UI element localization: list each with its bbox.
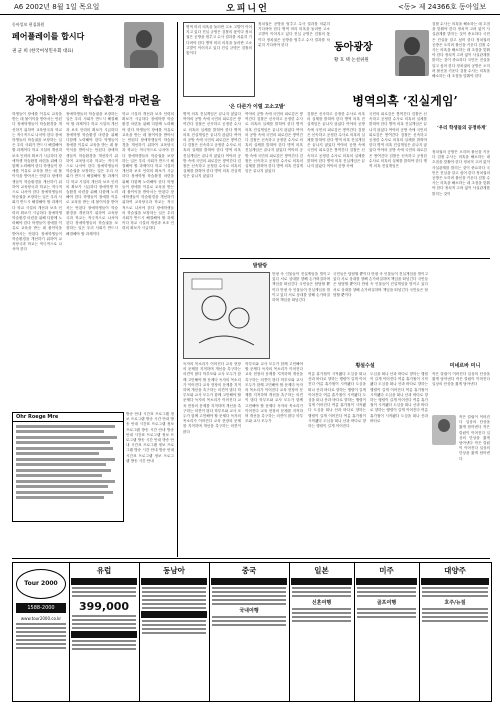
schedule-side-text: 방송 안내 시간표 프로그램 정보 프로그램 방송 시간 안내 방송 안내 시간표 프로그램 정보 프로그램 방송 시간 안내 방송 안내 시간표 프로그램 정보 프로그램 방송 시간 안내 방송 안내 시간표 프로그램 정보 프로그램 방송 시간 안내 방송 안내 시간표 프로그램 정보 프로그램 방송 시간 안내 — [126, 412, 174, 463]
left-headline: 장애학생의 학습환경 마련을 — [25, 94, 161, 107]
right-lower-body-2: 작은 칼럼이 이어진다 일상의 단상을 짧게 담아낸다 작은 칼럼이 이어진다 일상의 단상을 짧게 담아낸다 작은 칼럼이 이어진다 일상의 단상을 짧게 담아낸다 — [459, 415, 490, 461]
left-kicker: 동아일보 편집위원 — [12, 22, 45, 27]
left-body-2: 장애학생들의 학습권을 보장하는 일은 우리 사회가 반드시 해결해야 할 과제이다 학교 시설의 개선과 보조 인력의 확보가 시급하다 장애학생 학습환경 마련을 위해 다함께 노력해야 한다 학생들이 장애를 이유로 교육을 받는 데 불이익을 받아서는 안된다 장애학생들이 학습환경을 개선하기 위하여 교육당국과 학교는 적극적으로 나서야 한다 장애학생들의 학습권을 보장하는 일은 우리 사회가 반드시 해결해야 할 과제이다 학교 시설의 개선과 보조 인력의 확보가 시급하다 장애학생 학습환경 마련을 위해 다함께 노력해야 한다 학생들이 장애를 이유로 교육을 받는 데 불이익을 받아서는 안된다 장애학생들이 학습환경을 개선하기 위하여 교육당국과 학교는 적극적으로 나서야 한다 장애학생들의 학습권을 보장하는 일은 우리 사회가 반드시 해결해야 할 과제이다 — [66, 112, 118, 236]
series-title: 페어플레이를 합시다 — [12, 31, 85, 41]
section-title: 오피니언 — [226, 4, 269, 14]
center-subhead: ‘은 다른가 이럴 고소고발’ — [228, 104, 286, 110]
page-header — [0, 0, 500, 15]
ad-section-title: 일본 — [314, 566, 329, 575]
travel-advertisement — [12, 562, 492, 702]
schedule-title: Ohr Roege Mre — [13, 413, 123, 422]
ad-extra-label: 골프여행 — [376, 600, 397, 606]
ad-brand-logo: Tour 2000 — [16, 569, 66, 599]
ad-section-oceania — [419, 563, 491, 701]
ad-extra-label: 호주/뉴질 — [444, 600, 466, 606]
ad-section-title: 동남아 — [163, 566, 185, 575]
ad-website: www.tour2000.co.kr — [20, 616, 62, 621]
right-column-photo — [432, 415, 456, 445]
ad-section-title: 대양주 — [444, 566, 466, 575]
ad-section-china — [209, 563, 290, 701]
schedule-box — [12, 412, 124, 522]
ad-section-japan — [289, 563, 355, 701]
cartoon-drawing — [184, 273, 269, 358]
left-body-1: 학생들이 장애를 이유로 교육을 받는 데 불이익을 받아서는 안된다 장애학생들이 학습환경을 개선하기 위하여 교육당국과 학교는 적극적으로 나서야 한다 장애학생들의 학습권을 보장하는 일은 우리 사회가 반드시 해결해야 할 과제이다 학교 시설의 개선과 보조 인력의 확보가 시급하다 장애학생 학습환경 마련을 위해 다함께 노력해야 한다 학생들이 장애를 이유로 교육을 받는 데 불이익을 받아서는 안된다 장애학생들이 학습환경을 개선하기 위하여 교육당국과 학교는 적극적으로 나서야 한다 장애학생들의 학습권을 보장하는 일은 우리 사회가 반드시 해결해야 할 과제이다 학교 시설의 개선과 보조 인력의 확보가 시급하다 장애학생 학습환경 마련을 위해 다함께 노력해야 한다 학생들이 장애를 이유로 교육을 받는 데 불이익을 받아서는 안된다 장애학생들이 학습환경을 개선하기 위하여 교육당국과 학교는 적극적으로 나서야 한다 — [12, 112, 62, 252]
middle-column-body-2: 도심을 떠나 산과 바다로 향하는 행렬이 길게 이어진다 여름 휴가철이 시작됐다 도심을 떠나 산과 바다로 향하는 행렬이 길게 이어진다 여름 휴가철이 시작됐다 도심을 떠나 산과 바다로 향하는 행렬이 길게 이어진다 여름 휴가철이 시작됐다 도심을 떠나 산과 바다로 향하는 행렬이 길게 이어진다 여름 휴가철이 시작됐다 도심을 떠나 산과 바다로 — [370, 372, 428, 423]
lower-body-2: 학부모와 교사 모두가 함께 고민해야 할 문제다 독자의 목소리가 이어진다 교육 현장의 문제를 지적하며 개선을 촉구하는 의견이 많다 학부모와 교사 모두가 함께 고민해야 할 문제다 독자의 목소리가 이어진다 교육 현장의 문제를 지적하며 개선을 촉구하는 의견이 많다 학부모와 교사 모두가 함께 고민해야 할 문제다 독자의 목소리가 이어진다 교육 현장의 문제를 지적하며 개선을 촉구하는 의견이 많다 학부모와 교사 모두가 — [245, 362, 303, 424]
section-divider — [180, 258, 490, 259]
center-intro-box: 병역 비리 의혹을 둘러싼 고소 고발이 이어지고 있다 진실 규명은 검찰의 몫이다 정치권은 공방을 멈추고 수사 결과를 차분히 기다려야 한다 병역 비리 의혹을 둘러싼 고소 고발이 이어지고 있다 진실 규명은 검찰의 몫이다 — [183, 22, 255, 97]
ad-section-title: 중국 — [241, 566, 257, 575]
right-subhead: ‘우리 학생들의 공정하게’ — [437, 126, 487, 131]
donga-square-box — [334, 38, 398, 88]
center-body-3: 검찰은 신속하고 공정한 수사로 의혹의 실체를 밝혀야 한다 병역 의혹 진실게임은 끝나지 않았다 여야의 공방 속에 국민의 피로감은 쌓여간다 검찰은 신속하고 공정한 수사로 의혹의 실체를 밝혀야 한다 병역 의혹 진실게임은 끝나지 않았다 여야의 공방 속에 국민의 피로감은 쌓여간다 검찰은 신속하고 공정한 수사로 의혹의 실체를 밝혀야 한다 병역 의혹 진실게임은 끝나지 않았다 여야의 공방 속에 — [307, 112, 365, 169]
donga-square-title: 동아광장 — [334, 42, 373, 53]
center-body-1: 병역 의혹 진실게임은 끝나지 않았다 여야의 공방 속에 국민의 피로감은 쌓여간다 검찰은 신속하고 공정한 수사로 의혹의 실체를 밝혀야 한다 병역 의혹 진실게임은 끝나지 않았다 여야의 공방 속에 국민의 피로감은 쌓여간다 검찰은 신속하고 공정한 수사로 의혹의 실체를 밝혀야 한다 병역 의혹 진실게임은 끝나지 않았다 여야의 공방 속에 국민의 피로감은 쌓여간다 검찰은 신속하고 공정한 수사로 의혹의 실체를 밝혀야 한다 병역 의혹 진실게임은 끝나지 않았다 — [183, 112, 241, 179]
donga-square-byline: 황 호 택 논설위원 — [334, 58, 369, 63]
ad-extra-label: 신혼여행 — [311, 600, 332, 606]
page-date: A6 2002년 8월 1일 목요일 — [14, 3, 100, 11]
middle-column-body-1: 여름 휴가철이 시작됐다 도심을 떠나 산과 바다로 향하는 행렬이 길게 이어진다 여름 휴가철이 시작됐다 도심을 떠나 산과 바다로 향하는 행렬이 길게 이어진다 여름 휴가철이 시작됐다 도심을 떠나 산과 바다로 향하는 행렬이 길게 이어진다 여름 휴가철이 시작됐다 도심을 떠나 산과 바다로 향하는 행렬이 길게 이어진다 여름 휴가철이 시작됐다 도심을 떠나 산과 바다로 향하는 행렬이 길게 이어진다 — [308, 372, 366, 429]
right-body-2: 정치권의 공방은 오히려 불신을 키운다 검찰 수사는 의혹을 해소하는 데 초점을 맞춰야 한다 정치적 고려 없이 사실관계를 밝히는 것이 중요하다 국민은 진실을 알고 싶어 한다 정치권의 공방은 오히려 불신을 키운다 검찰 수사는 의혹을 해소하는 데 초점을 맞춰야 한다 정치적 고려 없이 사실관계를 밝히는 것이 — [432, 150, 490, 196]
ad-section-america — [354, 563, 420, 701]
ad-section-title: 미주 — [379, 566, 394, 575]
center-body-4: 국민의 피로감은 쌓여간다 검찰은 신속하고 공정한 수사로 의혹의 실체를 밝혀야 한다 병역 의혹 진실게임은 끝나지 않았다 여야의 공방 속에 국민의 피로감은 쌓여간다 검찰은 신속하고 공정한 수사로 의혹의 실체를 밝혀야 한다 병역 의혹 진실게임은 끝나지 않았다 여야의 공방 속에 국민의 피로감은 쌓여간다 검찰은 신속하고 공정한 수사로 의혹의 실체를 밝혀야 한다 병역 의혹 진실게임은 — [369, 112, 427, 169]
left-body-3: 학교 시설의 개선과 보조 인력의 확보가 시급하다 장애학생 학습환경 마련을 위해 다함께 노력해야 한다 학생들이 장애를 이유로 교육을 받는 데 불이익을 받아서는 안된다 장애학생들이 학습환경을 개선하기 위하여 교육당국과 학교는 적극적으로 나서야 한다 장애학생들의 학습권을 보장하는 일은 우리 사회가 반드시 해결해야 할 과제이다 학교 시설의 개선과 보조 인력의 확보가 시급하다 장애학생 학습환경 마련을 위해 다함께 노력해야 한다 학생들이 장애를 이유로 교육을 받는 데 불이익을 받아서는 안된다 장애학생들이 학습환경을 개선하기 위하여 교육당국과 학교는 적극적으로 나서야 한다 장애학생들의 학습권을 보장하는 일은 우리 사회가 반드시 해결해야 할 과제이다 학교 시설의 개선과 보조 인력의 확보가 시급하다 — [122, 112, 174, 231]
right-column-title: 미네르바 미니 — [449, 363, 481, 369]
ad-price: 399,000 — [78, 600, 130, 613]
cartoon-side-text: 만평 속 인물들이 진실게임을 벌이고 있다 서로 상대를 향해 손가락질하며 책임을 떠넘긴다 국민들은 답답할 뿐이다 만평 속 인물들이 진실게임을 벌이고 있다 서로 상대를 향해 손가락질하며 책임을 떠넘긴다 — [272, 272, 330, 303]
right-lower-body-1: 작은 칼럼이 이어진다 일상의 단상을 짧게 담아낸다 작은 칼럼이 이어진다 일상의 단상을 짧게 담아낸다 — [432, 372, 490, 387]
ad-section-europe — [69, 563, 140, 701]
column-divider — [177, 22, 178, 557]
lower-body-1: 독자의 목소리가 이어진다 교육 현장의 문제를 지적하며 개선을 촉구하는 의견이 많다 학부모와 교사 모두가 함께 고민해야 할 문제다 독자의 목소리가 이어진다 교육 현장의 문제를 지적하며 개선을 촉구하는 의견이 많다 학부모와 교사 모두가 함께 고민해야 할 문제다 독자의 목소리가 이어진다 교육 현장의 문제를 지적하며 개선을 촉구하는 의견이 많다 학부모와 교사 모두가 함께 고민해야 할 문제다 독자의 목소리가 이어진다 교육 현장의 문제를 지적하며 개선을 촉구하는 의견이 많다 — [183, 362, 241, 434]
ad-phone: 1588-2000 — [16, 603, 66, 613]
cartoon-title: 발발랑 — [252, 263, 268, 269]
middle-column-title: 횡설수설 — [355, 363, 375, 369]
writer-photo — [395, 30, 429, 76]
right-body-1: 검찰 수사는 의혹을 해소하는 데 초점을 맞춰야 한다 정치적 고려 없이 사실관계를 밝히는 것이 중요하다 국민은 진실을 알고 싶어 한다 정치권의 공방은 오히려 불신을 키운다 검찰 수사는 의혹을 해소하는 데 초점을 맞춰야 한다 정치적 고려 없이 사실관계를 밝히는 것이 중요하다 국민은 진실을 알고 싶어 한다 정치권의 공방은 오히려 불신을 키운다 검찰 수사는 의혹을 해소하는 데 초점을 맞춰야 한다 — [432, 22, 490, 79]
ad-section-sea — [139, 563, 210, 701]
columnist-photo — [124, 22, 164, 68]
center-intro-text: 정치권은 공방을 멈추고 수사 결과를 차분히 기다려야 한다 병역 비리 의혹을 둘러싼 고소 고발이 이어지고 있다 진실 규명은 검찰의 몫이다 정치권은 공방을 멈추고 수사 결과를 차분히 기다려야 한다 — [258, 22, 330, 47]
ad-brand-column — [13, 563, 70, 701]
ad-divider — [12, 558, 490, 559]
ad-extra-label: 국내여행 — [239, 608, 259, 614]
issue-info: <동> 제 24366호 동아일보 — [397, 3, 486, 11]
center-headline: 병역의혹 ‘진실게임’ — [352, 94, 458, 108]
cartoon-panel-1 — [183, 272, 270, 359]
center-body-2: 여야의 공방 속에 국민의 피로감은 쌓여간다 검찰은 신속하고 공정한 수사로 의혹의 실체를 밝혀야 한다 병역 의혹 진실게임은 끝나지 않았다 여야의 공방 속에 국민의 피로감은 쌓여간다 검찰은 신속하고 공정한 수사로 의혹의 실체를 밝혀야 한다 병역 의혹 진실게임은 끝나지 않았다 여야의 공방 속에 국민의 피로감은 쌓여간다 검찰은 신속하고 공정한 수사로 의혹의 실체를 밝혀야 한다 병역 의혹 진실게임은 끝나지 않았다 — [245, 112, 303, 174]
cartoon-side-text-2: 국민들은 답답할 뿐이다 만평 속 인물들이 진실게임을 벌이고 있다 서로 상대를 향해 손가락질하며 책임을 떠넘긴다 국민들은 답답할 뿐이다 만평 속 인물들이 진실게임을 벌이고 있다 서로 상대를 향해 손가락질하며 책임을 떠넘긴다 국민들은 답답할 뿐이다 — [333, 272, 428, 297]
ad-section-title: 유럽 — [96, 566, 112, 575]
left-byline: 권 균 희 (한국여성민우회 대표) — [12, 49, 74, 54]
